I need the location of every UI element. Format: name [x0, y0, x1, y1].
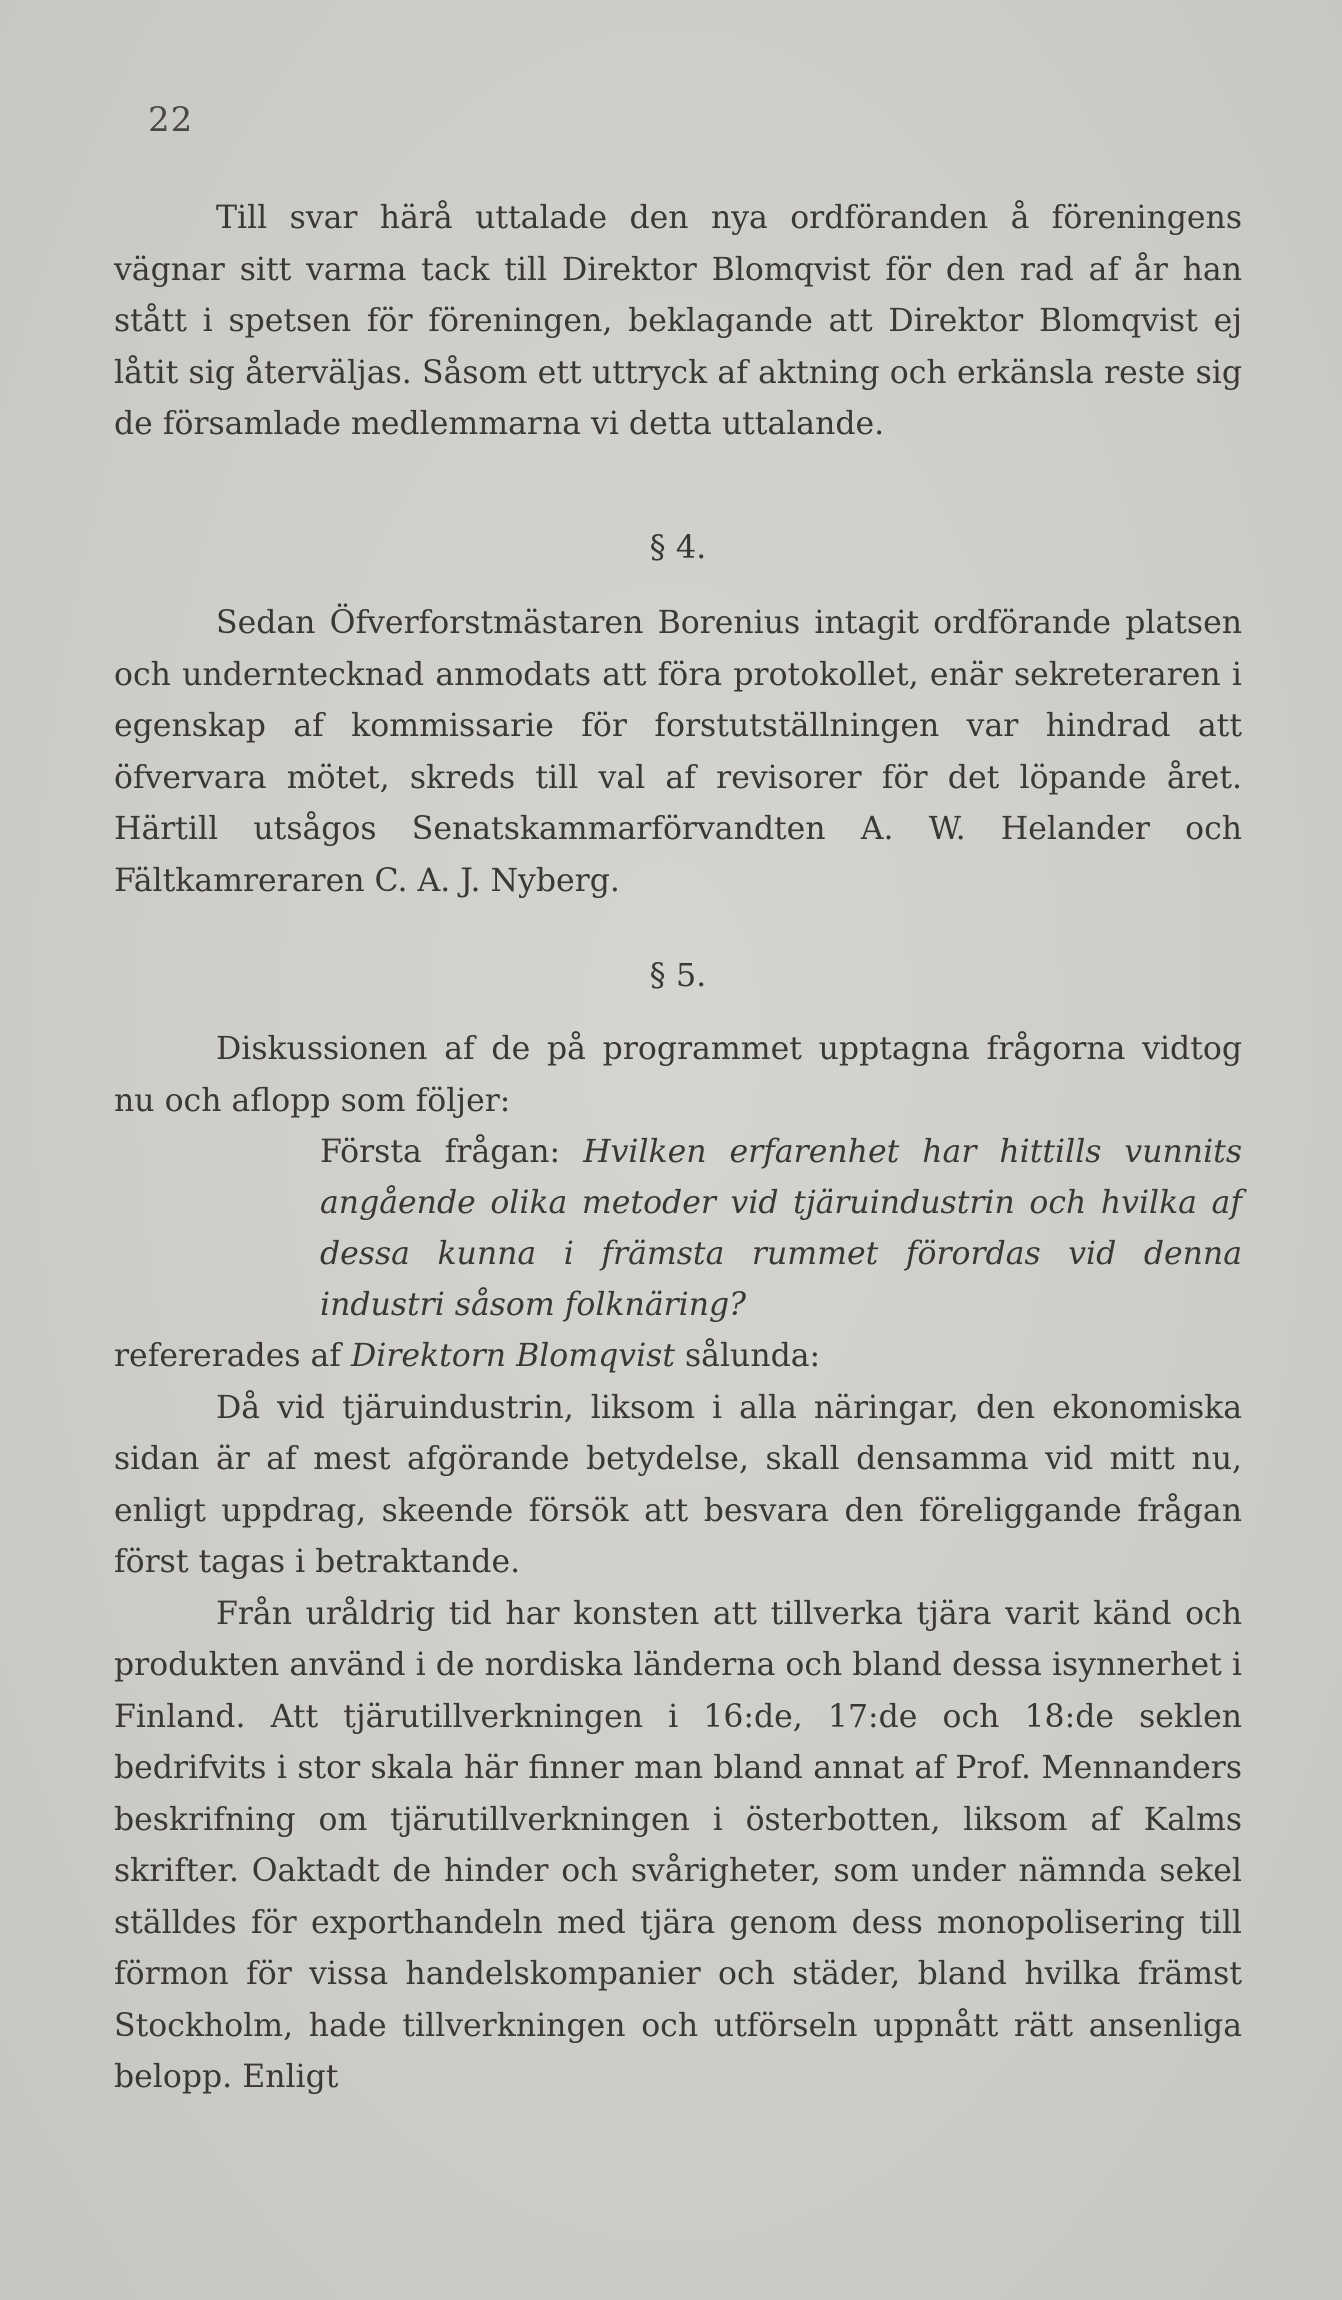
section-4-block — [114, 598, 1242, 907]
question-lead: Första frågan: — [320, 1134, 584, 1170]
section-4-heading-wrap — [114, 528, 1242, 566]
paragraph-economic-side: Då vid tjäruindustrin, liksom i alla näringar, den ekonomiska sidan är af mest afgörande betydelse, skall densamma vid mitt nu, enligt uppdrag, skeende försök att besvara den föreliggande frågan först tagas i betraktande. — [114, 1389, 1242, 1580]
section-4-paragraph: Sedan Öfverforstmästaren Borenius intagit ordförande platsen och underntecknad anmodats att föra protokollet, enär sekreteraren i egenskap af kommissarie för forstutställningen var hindrad att öfvervara mötet, skreds till val af revisorer för det löpande året. Härtill utsågos Senatskammarförvandten A. W. Helander och Fältkamreraren C. A. J. Nyberg. — [114, 605, 1242, 899]
question-text: Hvilken erfarenhet har hittills vunnits angående olika metoder vid tjäruindustrin och hvilka af dessa kunna i främsta rummet förordas vid denna industri såsom folknäring? — [320, 1134, 1242, 1323]
section-5-intro: Diskussionen af de på programmet upptagna frågorna vidtog nu och aflopp som följer: — [114, 1031, 1242, 1119]
section-4-heading: § 4. — [649, 528, 707, 566]
first-question — [320, 1127, 1242, 1331]
referred-line — [114, 1331, 1242, 1383]
referred-suffix: sålunda: — [675, 1338, 821, 1374]
paragraph-reply: Till svar härå uttalade den nya ordföranden å föreningens vägnar sitt varma tack till Direktor Blomqvist för den rad af år han stått i spetsen för föreningen, beklagande att Direktor Blomqvist ej låtit sig återväljas. Såsom ett uttryck af aktning och erkänsla reste sig de församlade medlemmarna vi detta uttalande. — [114, 200, 1242, 442]
referred-name: Direktorn Blomqvist — [350, 1338, 675, 1374]
section-5-block — [114, 1024, 1242, 2104]
section-5-heading: § 5. — [649, 956, 707, 994]
page-number: 22 — [148, 100, 194, 140]
referred-prefix: refererades af — [114, 1338, 351, 1374]
section-5-heading-wrap — [114, 956, 1242, 994]
opening-paragraph-block — [114, 193, 1242, 451]
paragraph-tar-history: Från uråldrig tid har konsten att tillverka tjära varit känd och produkten använd i de nordiska länderna och bland dessa isynnerhet i Finland. Att tjärutillverkningen i 16:de, 17:de och 18:de seklen bedrifvits i stor skala här finner man bland annat af Prof. Mennanders beskrifning om tjärutillverkningen i österbotten, liksom af Kalms skrifter. Oaktadt de hinder och svårigheter, som under nämnda sekel ställdes för exporthandeln med tjära genom dess monopolisering till förmon för vissa handelskompanier och städer, bland hvilka främst Stockholm, hade tillverkningen och utförseln uppnått rätt ansenliga belopp. Enligt — [114, 1595, 1242, 2095]
